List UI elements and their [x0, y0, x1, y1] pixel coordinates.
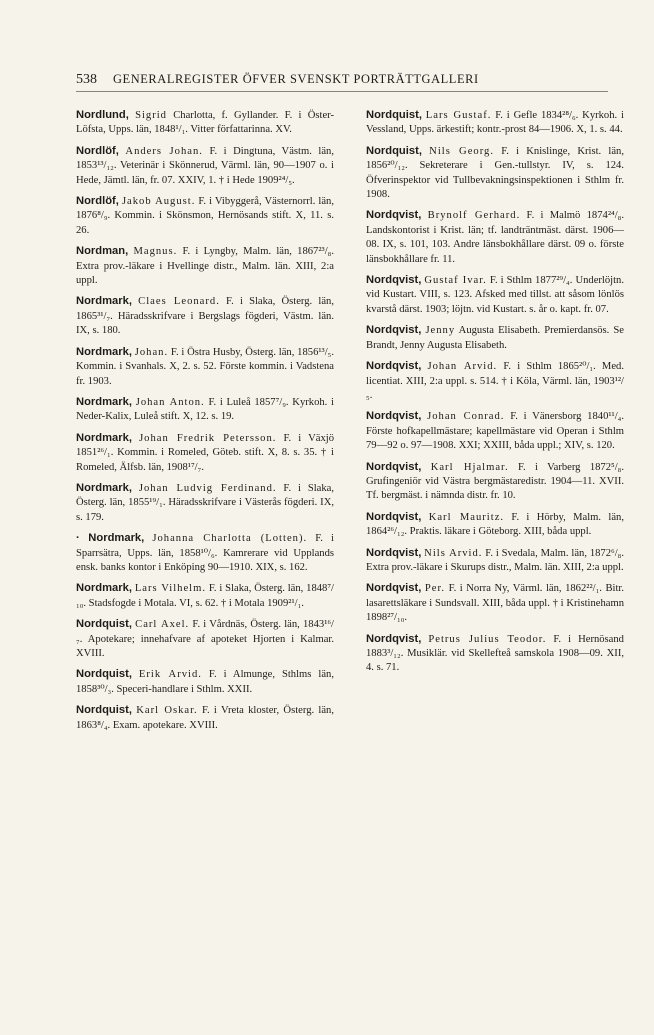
entry-given-name: Lars Vilhelm.: [134, 583, 207, 595]
register-entry: [366, 546, 624, 576]
entry-text: Augusta Elisabeth. Premierdansös. Se Brandt, Jenny Augusta Elisabeth.: [366, 325, 624, 351]
entry-surname: Nordlund,: [76, 109, 129, 121]
entry-given-name: Magnus.: [133, 246, 178, 258]
entry-text: F. i Vårdnäs, Österg. län, 1843¹⁶/₇. Apotekare; innehafvare af apoteket Hjorten i Kalmar. XVIII.: [76, 619, 335, 659]
entry-text: F. i Knislinge, Krist. län, 1856²⁰/₁₂. Sekreterare i Gen.-tullstyr. IV, s. 124. Öfverinspektor vid Tullbevakningsinspektionen i Sthlm fr. 1908.: [366, 145, 624, 201]
entry-text: F. i Lyngby, Malm. län, 1867²³/₈. Extra prov.-läkare i Hvellinge distr., Malm. län. XIII, 2:a uppl.: [76, 246, 334, 287]
entry-surname: Nordman,: [76, 245, 129, 258]
register-entry: [76, 395, 334, 425]
register-entry: [76, 703, 334, 733]
entry-given-name: Johan Conrad.: [427, 411, 505, 423]
entry-given-name: Nils Arvid.: [424, 547, 483, 559]
page-number: 538: [76, 72, 97, 87]
entry-surname: Nordmark,: [76, 431, 132, 444]
entry-text: F. i Gefle 1834²⁸/₆. Kyrkoh. i Vessland, Upps. ärkestift; kontr.-prost 84—1906. X, 1. s. 44.: [366, 110, 624, 136]
register-entry: [76, 481, 334, 525]
entry-text: F. i Slaka, Österg. län, 1865³¹/₇. Häradsskrifvare i Bergslags fögderi, Västm. län. IX, s. 180.: [76, 296, 334, 337]
entry-surname: Nordqvist,: [366, 209, 422, 222]
entry-surname: Nordmark,: [76, 345, 132, 358]
entry-surname: Nordlöf,: [76, 195, 119, 208]
entry-text: Charlotta, f. Gyllander. F. i Öster-Löfsta, Upps. län, 1848¹/₁. Vitter författarinna. XV.: [76, 110, 334, 136]
register-entry: [366, 460, 624, 504]
entry-text: F. i Östra Husby, Österg. län, 1856¹³/₅. Kommin. i Svanhals. X, 2. s. 52. Förste kommin. i Vadstena fr. 1903.: [76, 346, 334, 387]
register-entry: [76, 431, 334, 475]
entry-text: F. i Norra Ny, Värml. län, 1862²²/₁. Bitr. lasarettsläkare i Sundsvall. XIII, båda uppl. † i Kristinehamn 1898²⁷/₁₀.: [366, 583, 624, 624]
entry-surname: Nordmark,: [76, 395, 132, 408]
entry-text: F. i Vibyggerå, Västernorrl. län, 1876⁸/₉. Kommin. i Skönsmon, Hernösands stift. X, 11. s. 26.: [76, 196, 334, 236]
entry-given-name: Jakob August.: [121, 196, 196, 208]
entry-text: F. i Varberg 1872⁵/₈. Grufingeniör vid Västra bergmästaredistr. 1904—11. XVII. Tf. bergmäst. i nämnda distr. fr. 10.: [366, 461, 624, 502]
entry-given-name: Karl Mauritz.: [428, 511, 505, 523]
running-title: GENERALREGISTER ÖFVER SVENSKT PORTRÄTTGALLERI: [113, 72, 479, 86]
register-entry: [366, 510, 624, 540]
entry-surname: Nordquist,: [76, 704, 132, 717]
entry-text: F. i Malmö 1874²⁴/₈. Landskontorist i Krist. län; tf. landträntmäst. därst. 1906—08. IX, s. 101, 103. Andre länsbokhållare därst. 09 o. förste länsbokhållare fr. 11.: [366, 210, 624, 265]
right-column: [366, 108, 624, 682]
entry-surname: Nordqvist,: [366, 632, 422, 645]
entry-given-name: Carl Axel.: [135, 619, 190, 631]
register-entry: [76, 244, 334, 288]
entry-surname: Nordqvist,: [366, 410, 422, 423]
left-column: [76, 108, 334, 739]
register-entry: [366, 208, 624, 267]
entry-text: F. i Hernösand 1883³/₁₂. Musiklär. vid Skellefteå samskola 1908—09. XII, 4. s. 71.: [366, 633, 624, 674]
entry-surname: Nordmark,: [76, 481, 132, 494]
entry-given-name: Karl Oskar.: [136, 705, 198, 717]
entry-surname: Nordquist,: [76, 618, 132, 631]
register-entry: [76, 667, 334, 697]
entry-given-name: Erik Arvid.: [138, 669, 202, 681]
entry-surname: Nordqvist,: [366, 582, 422, 595]
register-entry: [366, 108, 624, 138]
entry-given-name: Anders Johan.: [125, 145, 203, 157]
entry-surname: Nordlöf,: [76, 144, 119, 157]
register-entry: [366, 359, 624, 403]
register-entry: [366, 581, 624, 625]
entry-given-name: Gustaf Ivar.: [424, 275, 487, 287]
entry-given-name: Brynolf Gerhard.: [427, 210, 521, 222]
page-header: [76, 72, 608, 92]
register-entry: [76, 144, 334, 188]
register-entry: [366, 632, 624, 676]
entry-given-name: Per.: [424, 583, 446, 595]
entry-surname: Nordqvist,: [366, 324, 422, 337]
entry-surname: Nordqvist,: [366, 546, 422, 559]
entry-given-name: Lars Gustaf.: [425, 110, 492, 121]
entry-text: F. i Växjö 1851²⁶/₁. Kommin. i Romeled, Göteb. stift. X, 8. s. 35. † i Romeled, Älfsb. län, 1908¹⁷/₇.: [76, 432, 335, 473]
entry-text: F. i Vreta kloster, Österg. län, 1863⁸/₄. Exam. apotekare. XVIII.: [76, 705, 334, 731]
entry-surname: Nordqvist,: [366, 274, 422, 287]
register-entry: [366, 144, 624, 203]
entry-given-name: Johan Ludvig Ferdinand.: [138, 482, 277, 494]
entry-surname: Nordqvist,: [366, 360, 422, 373]
entry-given-name: Johan Anton.: [135, 396, 205, 408]
entry-surname: · Nordmark,: [76, 532, 145, 545]
register-entry: [76, 581, 334, 611]
entry-surname: Nordmark,: [76, 582, 132, 595]
register-entry: [366, 323, 624, 353]
entry-text: F. i Dingtuna, Västm. län, 1853¹³/₁₂. Veterinär i Skönnerud, Värml. län, 90—1907 o. i Hede, Jämtl. län, fr. 07. XXIV, 1. † i Hede 1909²⁴/₅.: [76, 145, 334, 186]
register-entry: [76, 194, 334, 238]
entry-given-name: Sigrid: [135, 110, 167, 121]
register-entry: [366, 409, 624, 453]
register-entry: [76, 345, 334, 389]
entry-surname: Nordquist,: [366, 109, 422, 121]
entry-surname: Nordquist,: [366, 144, 422, 157]
entry-text: F. i Sthlm 1877²⁹/₄. Underlöjtn. vid Kustart. VIII, s. 123. Afsked med tillst. att såsom lönlös kvarstå därst. 1903; löjtn. vid Kustart. s. år o. kapt. fr. 07.: [366, 275, 624, 315]
entry-given-name: Nils Georg.: [429, 145, 494, 157]
register-entry: [76, 531, 334, 575]
entry-text: F. i Vänersborg 1840¹¹/₄. Förste hofkapellmästare; kapellmästare vid Operan i Sthlm 79—92 o. 97—1908. XXI; XXIII, båda uppl.; XIV, s. 120.: [366, 411, 625, 452]
entry-given-name: Karl Hjalmar.: [430, 461, 509, 473]
entry-text: F. i Svedala, Malm. län, 1872⁶/₈. Extra prov.-läkare i Skurups distr., Malm. län. XIII, 2:a uppl.: [366, 547, 624, 573]
entry-surname: Nordqvist,: [366, 510, 422, 523]
entry-text: F. i Hörby, Malm. län, 1864²⁶/₁₂. Praktis. läkare i Göteborg. XIII, båda uppl.: [366, 511, 625, 538]
register-entry: [76, 294, 334, 338]
entry-text: F. i Slaka, Österg. län, 1848⁷/₁₀. Stadsfogde i Motala. VI, s. 62. † i Motala 1909²¹/₁.: [76, 583, 334, 609]
entry-given-name: Johan Fredrik Petersson.: [139, 432, 277, 444]
register-entry: [366, 273, 624, 317]
entry-text: F. i Luleå 1857⁷/₉. Kyrkoh. i Neder-Kalix, Luleå stift. X, 12. s. 19.: [76, 396, 334, 423]
entry-given-name: Claes Leonard.: [138, 296, 220, 308]
entry-text: F. i Almunge, Sthlms län, 1858³⁰/₃. Speceri-handlare i Sthlm. XXII.: [76, 669, 334, 695]
entry-surname: Nordqvist,: [366, 460, 422, 473]
entry-given-name: Johan.: [134, 346, 169, 358]
entry-surname: Nordquist,: [76, 668, 132, 681]
entry-text: F. i Slaka, Österg. län, 1855¹⁹/₁. Häradsskrifvare i Västerås fögderi. IX, s. 179.: [76, 482, 335, 523]
entry-given-name: Jenny: [425, 325, 456, 337]
entry-text: F. i Sthlm 1865²⁰/₁. Med. licentiat. XIII, 2:a uppl. s. 514. † i Köla, Värml. län, 1903¹²/₅.: [366, 361, 624, 401]
entry-given-name: Johan Arvid.: [427, 361, 498, 373]
register-entry: [76, 617, 334, 661]
entry-given-name: Petrus Julius Teodor.: [428, 633, 547, 645]
entry-surname: Nordmark,: [76, 295, 132, 308]
register-entry: [76, 108, 334, 138]
entry-text: F. i Sparrsätra, Upps. län, 1858¹⁰/₆. Kamrerare vid Upplands ensk. banks kontor i Enköping 90—1910. XIX, s. 162.: [76, 533, 334, 573]
entry-given-name: Johanna Charlotta (Lotten).: [152, 533, 308, 545]
